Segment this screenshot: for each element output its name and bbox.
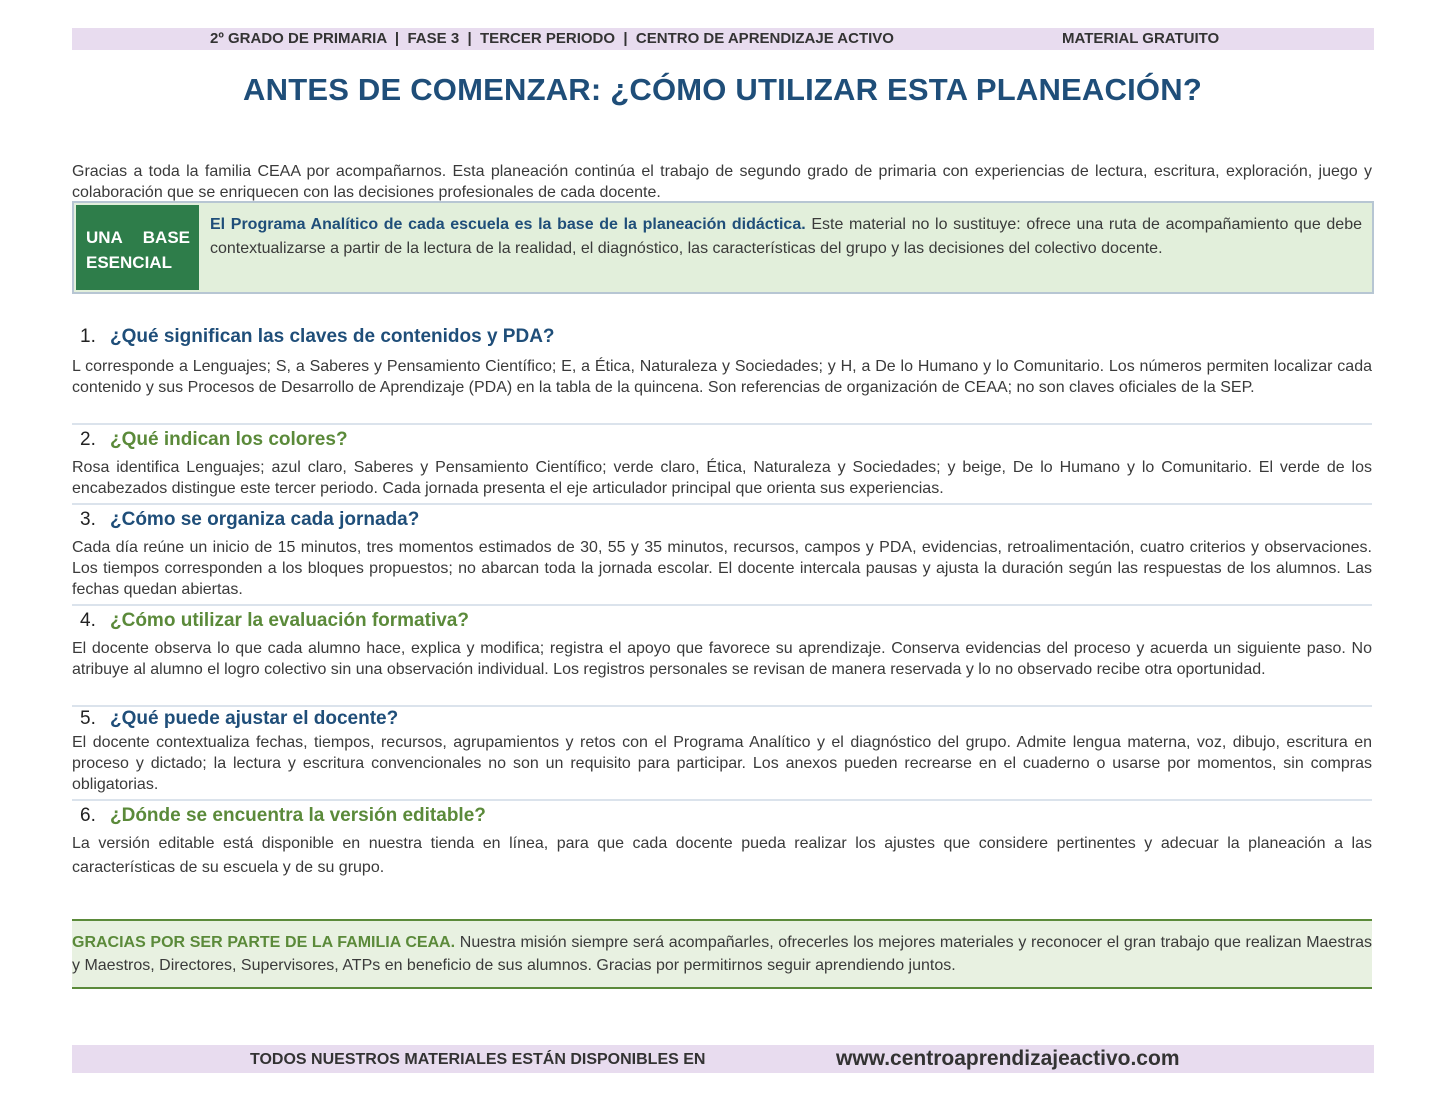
section-question: ¿Qué indican los colores?	[110, 429, 348, 450]
thanks-lead: GRACIAS POR SER PARTE DE LA FAMILIA CEAA.	[72, 934, 456, 951]
callout-lead: El Programa Analítico de cada escuela es la base de la planeación didáctica.	[210, 216, 806, 233]
callout-badge	[76, 205, 199, 290]
section-answer-2: Rosa identifica Lenguajes; azul claro, Saberes y Pensamiento Científico; verde claro, Ética, Naturaleza y Sociedades; y beige, De lo Humano y lo Comunitario. El verde de los encabezados distingue este tercer periodo. Cada jornada presenta el eje articulador principal que orienta sus experiencias.	[72, 459, 1372, 497]
section-divider	[72, 423, 1372, 425]
section-number: 5.	[80, 708, 96, 729]
section-number: 1.	[80, 326, 96, 347]
section-number: 2.	[80, 429, 96, 450]
thanks-box	[72, 919, 1372, 989]
badge-word-1: UNA	[86, 228, 123, 247]
section-answer-6: La versión editable está disponible en nuestra tienda en línea, para que cada docente pueda realizar los ajustes que considere pertinentes y adecuar la planeación a las características de su escuela y de su grupo.	[72, 835, 1372, 876]
section-question: ¿Cómo se organiza cada jornada?	[110, 509, 420, 530]
callout-body	[210, 213, 1362, 261]
base-callout	[72, 201, 1374, 294]
callout-text: Este material no lo sustituye: ofrece una ruta de acompañamiento que debe contextualizarse a partir de la lectura de la realidad, el diagnóstico, las características del grupo y las decisiones del colectivo docente.	[210, 216, 1362, 257]
section-answer-4: El docente observa lo que cada alumno hace, explica y modifica; registra el apoyo que favorece su aprendizaje. Conserva evidencias del proceso y acuerda un siguiente paso. No atribuye al alumno el logro colectivo sin una observación individual. Los registros personales se revisan de manera reservada y lo no observado recibe otra oportunidad.	[72, 640, 1372, 678]
section-answer-5: El docente contextualiza fechas, tiempos, recursos, agrupamientos y retos con el Programa Analítico y el diagnóstico del grupo. Admite lengua materna, voz, dibujo, escritura en proceso y dictado; la lectura y escritura convencionales no son un requisito para participar. Los anexos pueden recrearse en el cuaderno o usarse por momentos, sin compras obligatorias.	[72, 734, 1372, 793]
thanks-text	[72, 931, 1372, 977]
thanks-body: Nuestra misión siempre será acompañarles, ofrecerles los mejores materiales y reconocer el gran trabajo que realizan Maestras y Maestros, Directores, Supervisores, ATPs en beneficio de sus alumnos. Gracias por permitirnos seguir aprendiendo juntos.	[72, 934, 1372, 974]
header-meta: 2º GRADO DE PRIMARIA | FASE 3 | TERCER PERIODO | CENTRO DE APRENDIZAJE ACTIVO	[210, 30, 894, 47]
header-free-label: MATERIAL GRATUITO	[1062, 30, 1220, 47]
section-number: 3.	[80, 509, 96, 530]
section-heading-6	[80, 805, 486, 827]
section-divider	[72, 604, 1372, 606]
section-question: ¿Qué significan las claves de contenidos y PDA?	[110, 326, 555, 347]
section-number: 4.	[80, 610, 96, 631]
section-heading-1	[80, 326, 555, 348]
section-answer-3: Cada día reúne un inicio de 15 minutos, tres momentos estimados de 30, 55 y 35 minutos, recursos, campos y PDA, evidencias, retroalimentación, cuatro criterios y observaciones. Los tiempos corresponden a los bloques propuestos; no abarcan toda la jornada escolar. El docente intercala pausas y ajusta la duración según las respuestas de los alumnos. Las fechas quedan abiertas.	[72, 539, 1372, 598]
section-heading-3	[80, 509, 419, 531]
badge-word-2: BASE	[142, 228, 190, 247]
section-heading-5	[80, 708, 398, 730]
section-question: ¿Qué puede ajustar el docente?	[110, 708, 399, 729]
intro-paragraph: Gracias a toda la familia CEAA por acompañarnos. Esta planeación continúa el trabajo de segundo grado de primaria con experiencias de lectura, escritura, exploración, juego y colaboración que se enriquecen con las decisiones profesionales de cada docente.	[72, 163, 1372, 201]
footer-label: TODOS NUESTROS MATERIALES ESTÁN DISPONIBLES EN	[250, 1051, 706, 1068]
section-heading-4	[80, 610, 469, 632]
section-answer-1: L corresponde a Lenguajes; S, a Saberes y Pensamiento Científico; E, a Ética, Naturaleza y Sociedades; y H, a De lo Humano y lo Comunitario. Los números permiten localizar cada contenido y sus Procesos de Desarrollo de Aprendizaje (PDA) en la tabla de la quincena. Son referencias de organización de CEAA; no son claves oficiales de la SEP.	[72, 358, 1372, 396]
badge-word-3: ESENCIAL	[86, 253, 172, 272]
section-divider	[72, 799, 1372, 801]
page-title: ANTES DE COMENZAR: ¿CÓMO UTILIZAR ESTA PLANEACIÓN?	[243, 72, 1202, 107]
section-heading-2	[80, 429, 348, 451]
section-divider	[72, 705, 1372, 707]
header-band	[72, 28, 1374, 50]
section-question: ¿Dónde se encuentra la versión editable?	[110, 805, 486, 826]
footer-url-link[interactable]: www.centroaprendizajeactivo.com	[836, 1047, 1180, 1070]
section-number: 6.	[80, 805, 96, 826]
section-divider	[72, 503, 1372, 505]
section-question: ¿Cómo utilizar la evaluación formativa?	[110, 610, 469, 631]
footer-band	[72, 1045, 1374, 1073]
